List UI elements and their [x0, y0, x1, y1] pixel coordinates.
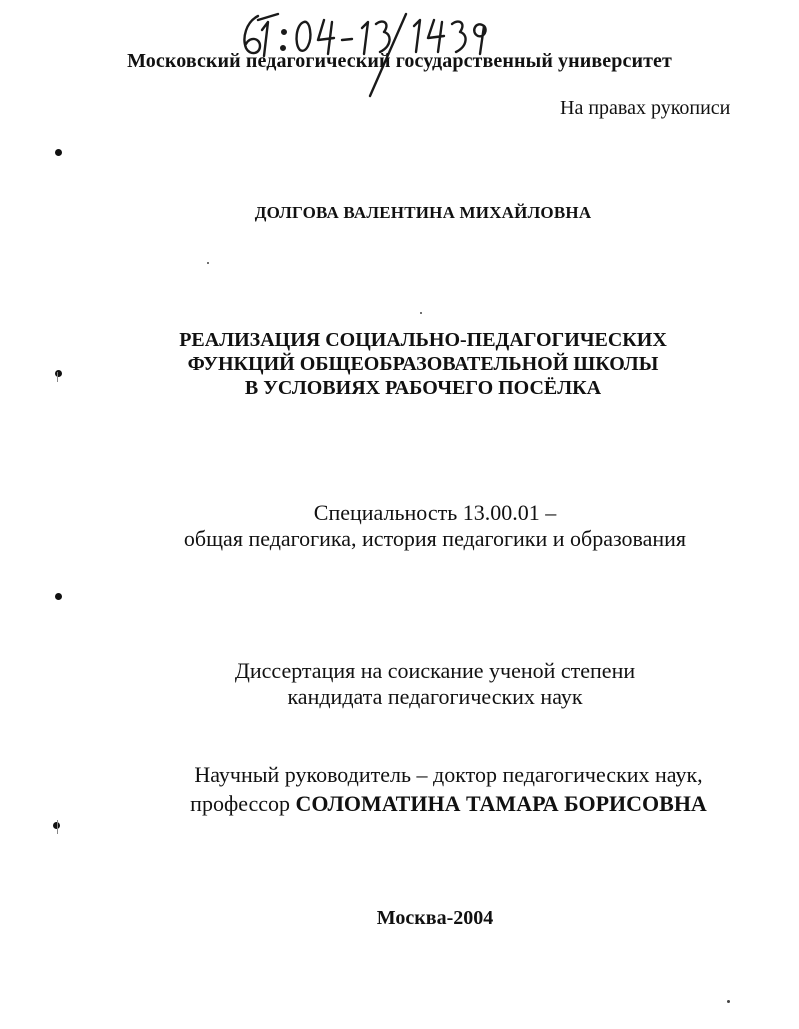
title-line: РЕАЛИЗАЦИЯ СОЦИАЛЬНО-ПЕДАГОГИЧЕСКИХ	[179, 329, 667, 351]
binder-mark	[55, 149, 62, 156]
supervisor-name: СОЛОМАТИНА ТАМАРА БОРИСОВНА	[295, 791, 707, 816]
specialty-code: Специальность 13.00.01 –	[313, 500, 557, 525]
city-year: Москва-2004	[376, 907, 494, 929]
scan-speck	[207, 262, 209, 264]
specialty-description: общая педагогика, история педагогики и образования	[183, 526, 687, 551]
specialty-block	[0, 500, 799, 552]
binder-mark	[55, 593, 62, 600]
scan-speck	[727, 1000, 730, 1003]
author-name: ДОЛГОВА ВАЛЕНТИНА МИХАЙЛОВНА	[254, 203, 592, 222]
title-line: ФУНКЦИЙ ОБЩЕОБРАЗОВАТЕЛЬНОЙ ШКОЛЫ	[187, 353, 659, 375]
scan-speck	[420, 312, 422, 314]
supervisor-title: Научный руководитель – доктор педагогических наук,	[194, 762, 703, 787]
degree-line-2: кандидата педагогических наук	[287, 684, 583, 709]
scan-artifact-line	[57, 372, 58, 382]
university-name: Московский педагогический государственный университет	[127, 50, 672, 72]
degree-block	[0, 658, 799, 710]
supervisor-name-line	[0, 789, 799, 818]
title-line: В УСЛОВИЯХ РАБОЧЕГО ПОСЁЛКА	[244, 377, 602, 399]
degree-line-1: Диссертация на соискание ученой степени	[234, 658, 636, 683]
scan-artifact-line	[57, 820, 58, 834]
dissertation-title	[0, 328, 799, 400]
manuscript-rights-label: На правах рукописи	[560, 97, 731, 119]
supervisor-block	[0, 760, 799, 818]
supervisor-prefix: профессор	[190, 791, 291, 816]
